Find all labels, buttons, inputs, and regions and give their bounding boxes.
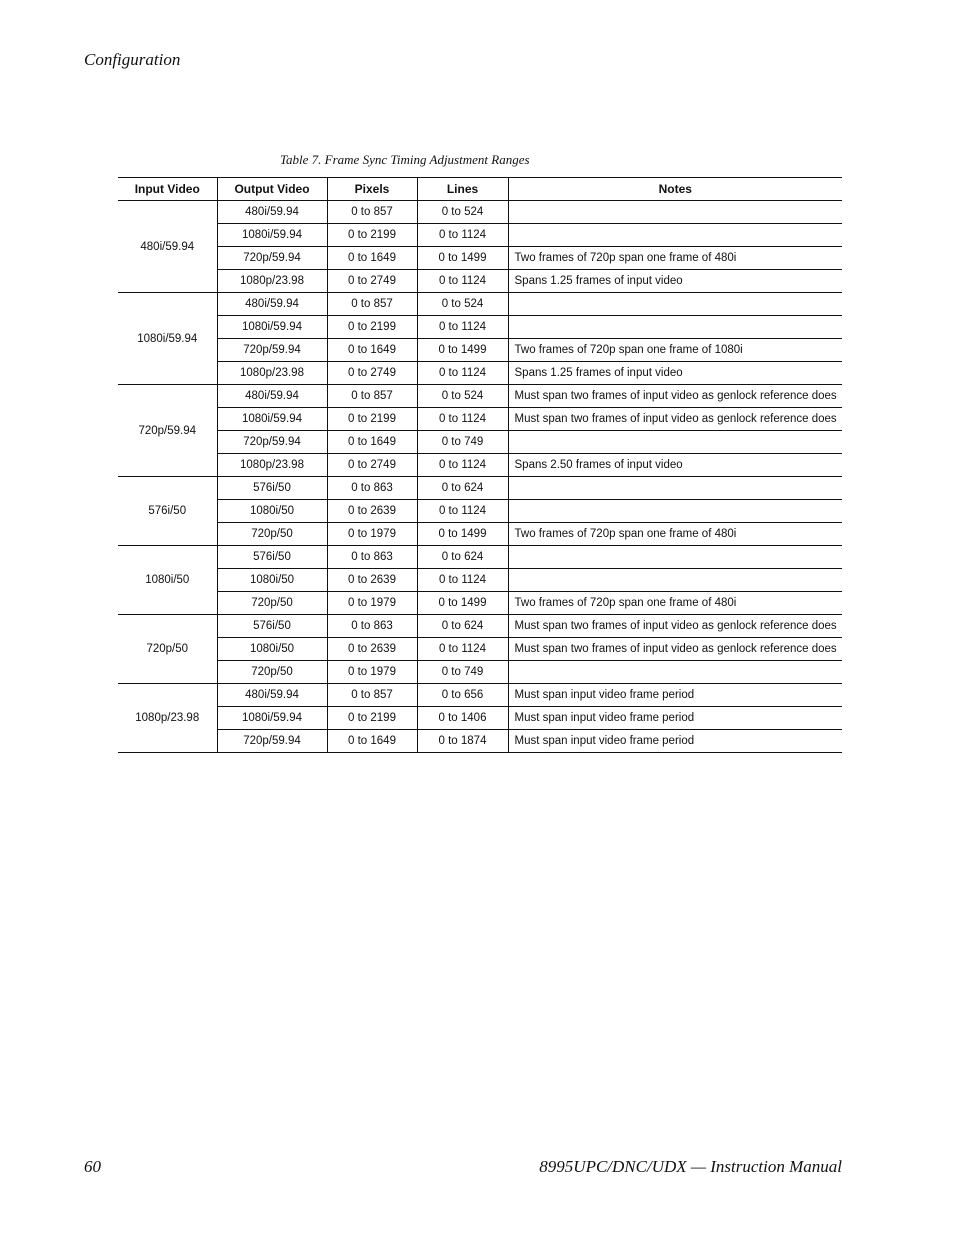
table-row bbox=[118, 224, 842, 247]
table-row bbox=[118, 707, 842, 730]
output-video-cell: 720p/59.94 bbox=[217, 247, 327, 270]
table-row bbox=[118, 454, 842, 477]
table-row bbox=[118, 477, 842, 500]
output-video-cell: 576i/50 bbox=[217, 546, 327, 569]
pixels-cell: 0 to 2749 bbox=[327, 362, 417, 385]
column-header-pixels: Pixels bbox=[327, 178, 417, 201]
pixels-cell: 0 to 2199 bbox=[327, 316, 417, 339]
notes-cell bbox=[508, 477, 842, 500]
output-video-cell: 576i/50 bbox=[217, 615, 327, 638]
lines-cell: 0 to 1124 bbox=[417, 316, 508, 339]
output-video-cell: 1080i/50 bbox=[217, 569, 327, 592]
notes-cell: Must span two frames of input video as genlock reference does bbox=[508, 408, 842, 431]
pixels-cell: 0 to 2199 bbox=[327, 224, 417, 247]
lines-cell: 0 to 1124 bbox=[417, 224, 508, 247]
notes-cell: Must span input video frame period bbox=[508, 707, 842, 730]
output-video-cell: 720p/50 bbox=[217, 523, 327, 546]
notes-cell bbox=[508, 546, 842, 569]
pixels-cell: 0 to 2639 bbox=[327, 569, 417, 592]
output-video-cell: 1080i/59.94 bbox=[217, 408, 327, 431]
lines-cell: 0 to 1874 bbox=[417, 730, 508, 753]
pixels-cell: 0 to 2749 bbox=[327, 270, 417, 293]
column-header-lines: Lines bbox=[417, 178, 508, 201]
table-row bbox=[118, 569, 842, 592]
table-row bbox=[118, 270, 842, 293]
table-row bbox=[118, 201, 842, 224]
lines-cell: 0 to 624 bbox=[417, 615, 508, 638]
input-video-cell: 720p/50 bbox=[118, 615, 217, 684]
pixels-cell: 0 to 2199 bbox=[327, 408, 417, 431]
table-row bbox=[118, 592, 842, 615]
pixels-cell: 0 to 2639 bbox=[327, 638, 417, 661]
table-body bbox=[118, 201, 842, 753]
notes-cell: Must span two frames of input video as genlock reference does bbox=[508, 638, 842, 661]
notes-cell: Must span input video frame period bbox=[508, 684, 842, 707]
table-header-row bbox=[118, 178, 842, 201]
output-video-cell: 480i/59.94 bbox=[217, 684, 327, 707]
table-caption: Table 7. Frame Sync Timing Adjustment Ranges bbox=[280, 152, 530, 167]
page-number: 60 bbox=[84, 1157, 101, 1176]
table-row bbox=[118, 293, 842, 316]
pixels-cell: 0 to 2749 bbox=[327, 454, 417, 477]
column-header-notes: Notes bbox=[508, 178, 842, 201]
output-video-cell: 720p/59.94 bbox=[217, 431, 327, 454]
notes-cell bbox=[508, 224, 842, 247]
pixels-cell: 0 to 1979 bbox=[327, 661, 417, 684]
input-video-cell: 480i/59.94 bbox=[118, 201, 217, 293]
pixels-cell: 0 to 857 bbox=[327, 293, 417, 316]
output-video-cell: 1080p/23.98 bbox=[217, 270, 327, 293]
lines-cell: 0 to 524 bbox=[417, 385, 508, 408]
pixels-cell: 0 to 1649 bbox=[327, 431, 417, 454]
lines-cell: 0 to 656 bbox=[417, 684, 508, 707]
notes-cell: Two frames of 720p span one frame of 480i bbox=[508, 592, 842, 615]
pixels-cell: 0 to 1649 bbox=[327, 339, 417, 362]
lines-cell: 0 to 1124 bbox=[417, 569, 508, 592]
lines-cell: 0 to 749 bbox=[417, 661, 508, 684]
lines-cell: 0 to 524 bbox=[417, 293, 508, 316]
table-row bbox=[118, 431, 842, 454]
lines-cell: 0 to 1499 bbox=[417, 523, 508, 546]
table-row bbox=[118, 316, 842, 339]
pixels-cell: 0 to 1649 bbox=[327, 730, 417, 753]
table-row bbox=[118, 615, 842, 638]
output-video-cell: 720p/59.94 bbox=[217, 730, 327, 753]
manual-title: 8995UPC/DNC/UDX — Instruction Manual bbox=[539, 1157, 842, 1176]
output-video-cell: 1080i/50 bbox=[217, 638, 327, 661]
notes-cell: Spans 2.50 frames of input video bbox=[508, 454, 842, 477]
lines-cell: 0 to 749 bbox=[417, 431, 508, 454]
lines-cell: 0 to 1124 bbox=[417, 270, 508, 293]
lines-cell: 0 to 1124 bbox=[417, 454, 508, 477]
input-video-cell: 1080p/23.98 bbox=[118, 684, 217, 753]
notes-cell: Two frames of 720p span one frame of 480i bbox=[508, 523, 842, 546]
table-row bbox=[118, 546, 842, 569]
pixels-cell: 0 to 1979 bbox=[327, 592, 417, 615]
output-video-cell: 720p/50 bbox=[217, 661, 327, 684]
output-video-cell: 480i/59.94 bbox=[217, 293, 327, 316]
lines-cell: 0 to 1406 bbox=[417, 707, 508, 730]
lines-cell: 0 to 1124 bbox=[417, 638, 508, 661]
notes-cell bbox=[508, 661, 842, 684]
input-video-cell: 1080i/59.94 bbox=[118, 293, 217, 385]
pixels-cell: 0 to 2199 bbox=[327, 707, 417, 730]
lines-cell: 0 to 1499 bbox=[417, 592, 508, 615]
lines-cell: 0 to 524 bbox=[417, 201, 508, 224]
output-video-cell: 576i/50 bbox=[217, 477, 327, 500]
notes-cell: Must span two frames of input video as genlock reference does bbox=[508, 615, 842, 638]
table-row bbox=[118, 247, 842, 270]
notes-cell: Must span two frames of input video as genlock reference does bbox=[508, 385, 842, 408]
table-row bbox=[118, 684, 842, 707]
input-video-cell: 576i/50 bbox=[118, 477, 217, 546]
notes-cell: Spans 1.25 frames of input video bbox=[508, 270, 842, 293]
running-head-section: Configuration bbox=[84, 50, 181, 69]
lines-cell: 0 to 1124 bbox=[417, 362, 508, 385]
lines-cell: 0 to 1124 bbox=[417, 408, 508, 431]
output-video-cell: 1080i/59.94 bbox=[217, 316, 327, 339]
pixels-cell: 0 to 1649 bbox=[327, 247, 417, 270]
table-row bbox=[118, 523, 842, 546]
notes-cell bbox=[508, 500, 842, 523]
table-row bbox=[118, 408, 842, 431]
notes-cell bbox=[508, 569, 842, 592]
pixels-cell: 0 to 1979 bbox=[327, 523, 417, 546]
input-video-cell: 720p/59.94 bbox=[118, 385, 217, 477]
pixels-cell: 0 to 857 bbox=[327, 385, 417, 408]
lines-cell: 0 to 624 bbox=[417, 546, 508, 569]
output-video-cell: 720p/59.94 bbox=[217, 339, 327, 362]
pixels-cell: 0 to 863 bbox=[327, 615, 417, 638]
lines-cell: 0 to 1499 bbox=[417, 339, 508, 362]
notes-cell: Two frames of 720p span one frame of 480i bbox=[508, 247, 842, 270]
notes-cell bbox=[508, 201, 842, 224]
pixels-cell: 0 to 857 bbox=[327, 201, 417, 224]
pixels-cell: 0 to 2639 bbox=[327, 500, 417, 523]
notes-cell: Spans 1.25 frames of input video bbox=[508, 362, 842, 385]
notes-cell bbox=[508, 316, 842, 339]
output-video-cell: 1080i/59.94 bbox=[217, 224, 327, 247]
output-video-cell: 1080p/23.98 bbox=[217, 362, 327, 385]
notes-cell: Two frames of 720p span one frame of 1080i bbox=[508, 339, 842, 362]
output-video-cell: 1080i/50 bbox=[217, 500, 327, 523]
notes-cell bbox=[508, 293, 842, 316]
output-video-cell: 1080p/23.98 bbox=[217, 454, 327, 477]
output-video-cell: 480i/59.94 bbox=[217, 201, 327, 224]
table-row bbox=[118, 385, 842, 408]
table-row bbox=[118, 730, 842, 753]
table-row bbox=[118, 339, 842, 362]
pixels-cell: 0 to 863 bbox=[327, 546, 417, 569]
pixels-cell: 0 to 857 bbox=[327, 684, 417, 707]
table-row bbox=[118, 638, 842, 661]
lines-cell: 0 to 1499 bbox=[417, 247, 508, 270]
output-video-cell: 1080i/59.94 bbox=[217, 707, 327, 730]
output-video-cell: 720p/50 bbox=[217, 592, 327, 615]
frame-sync-timing-table bbox=[118, 177, 842, 753]
table-row bbox=[118, 661, 842, 684]
table-row bbox=[118, 500, 842, 523]
column-header-input-video: Input Video bbox=[118, 178, 217, 201]
notes-cell bbox=[508, 431, 842, 454]
output-video-cell: 480i/59.94 bbox=[217, 385, 327, 408]
input-video-cell: 1080i/50 bbox=[118, 546, 217, 615]
lines-cell: 0 to 624 bbox=[417, 477, 508, 500]
pixels-cell: 0 to 863 bbox=[327, 477, 417, 500]
lines-cell: 0 to 1124 bbox=[417, 500, 508, 523]
table-row bbox=[118, 362, 842, 385]
notes-cell: Must span input video frame period bbox=[508, 730, 842, 753]
column-header-output-video: Output Video bbox=[217, 178, 327, 201]
